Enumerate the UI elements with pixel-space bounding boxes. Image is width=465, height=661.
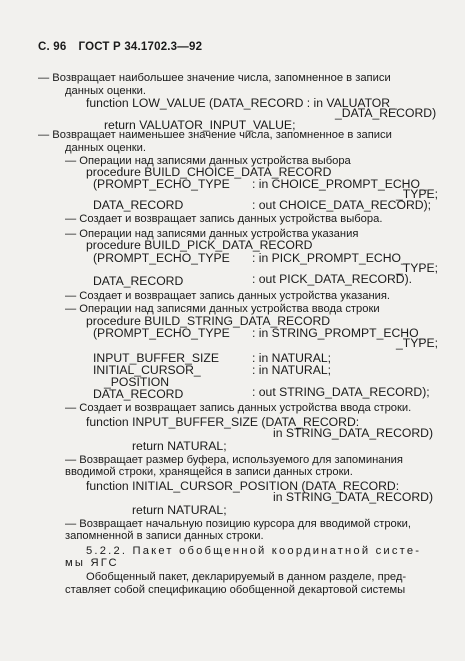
code-line: _TYPE; [396, 261, 438, 275]
code-line: procedure BUILD_STRING_DATA_RECORD [86, 314, 331, 328]
code-line: : in NATURAL; [252, 351, 332, 365]
text-line: — Операции над записями данных устройства указания [65, 228, 359, 240]
text-line: вводимой строки, хранящейся в записи данных строки. [65, 466, 353, 478]
text-line: Обобщенный пакет, декларируемый в данном разделе, пред- [86, 571, 407, 583]
standard-id: ГОСТ Р 34.1702.3—92 [78, 41, 203, 53]
code-line: : out PICK_DATA_RECORD). [252, 272, 413, 286]
code-line: : out CHOICE_DATA_RECORD); [252, 198, 432, 212]
text-line: — Создает и возвращает запись данных устройства ввода строки. [65, 402, 412, 414]
code-line: DATA_RECORD [93, 198, 184, 212]
code-line: INITIAL_CURSOR_ [93, 363, 201, 377]
text-line: — Операции над записями данных устройства выбора [65, 155, 351, 167]
text-line: — Операции над записями данных устройства ввода строки [65, 303, 380, 315]
section-heading: 5.2.2. Пакет обобщенной координатной систе- [86, 545, 422, 557]
text-line: запомненной в записи данных строки. [65, 530, 264, 542]
code-line: (PROMPT_ECHO_TYPE [93, 177, 230, 191]
section-heading: мы ЯГС [65, 557, 119, 569]
code-line: return NATURAL; [132, 503, 227, 517]
code-line: _DATA_RECORD) [335, 106, 437, 120]
code-line: : in PICK_PROMPT_ECHO_ [252, 251, 408, 265]
code-line: procedure BUILD_PICK_DATA_RECORD [86, 238, 313, 252]
code-line: : in STRING_PROMPT_ECHO_ [252, 326, 426, 340]
code-line: : in NATURAL; [252, 363, 332, 377]
code-line: function INPUT_BUFFER_SIZE (DATA_RECORD: [86, 415, 360, 429]
text-line: — Возвращает наименьшее значение числа, запомненное в записи [38, 129, 392, 141]
code-line: _TYPE; [396, 336, 438, 350]
text-line: данных оценки. [65, 142, 147, 154]
code-line: _TYPE; [396, 187, 438, 201]
code-line: : out STRING_DATA_RECORD); [252, 385, 430, 399]
code-line: return VALUATOR_INPUT_VALUE; [104, 118, 296, 132]
page-header [38, 41, 202, 53]
code-line: function LOW_VALUE (DATA_RECORD : in VALUATOR_ [86, 96, 397, 110]
text-line: ставляет собой спецификацию обобщенной декартовой системы [65, 584, 406, 596]
page-number: С. 96 [38, 41, 67, 53]
text-line: — Возвращает размер буфера, используемого для запоминания [65, 454, 403, 466]
code-line: (PROMPT_ECHO_TYPE [93, 251, 230, 265]
text-line: — Создает и возвращает запись данных устройства указания. [65, 290, 391, 302]
text-line: — Возвращает начальную позицию курсора для вводимой строки, [65, 518, 412, 530]
code-line: in STRING_DATA_RECORD) [273, 490, 434, 504]
code-line: _POSITION [104, 375, 170, 389]
code-line: INPUT_BUFFER_SIZE [93, 351, 219, 365]
code-line: (PROMPT_ECHO_TYPE [93, 326, 230, 340]
code-line: function INITIAL_CURSOR_POSITION (DATA_RECORD: [86, 479, 400, 493]
text-line: — Создает и возвращает запись данных устройства выбора. [65, 213, 383, 225]
code-line: in STRING_DATA_RECORD) [273, 426, 434, 440]
code-line: : in CHOICE_PROMPT_ECHO_ [252, 177, 427, 191]
code-line: return NATURAL; [132, 439, 227, 453]
code-line: DATA_RECORD [93, 274, 184, 288]
text-line: — Возвращает наибольшее значение числа, запомненное в записи [38, 72, 391, 84]
code-line: procedure BUILD_CHOICE_DATA_RECORD [86, 165, 332, 179]
code-line: DATA_RECORD [93, 387, 184, 401]
text-line: данных оценки. [65, 85, 147, 97]
